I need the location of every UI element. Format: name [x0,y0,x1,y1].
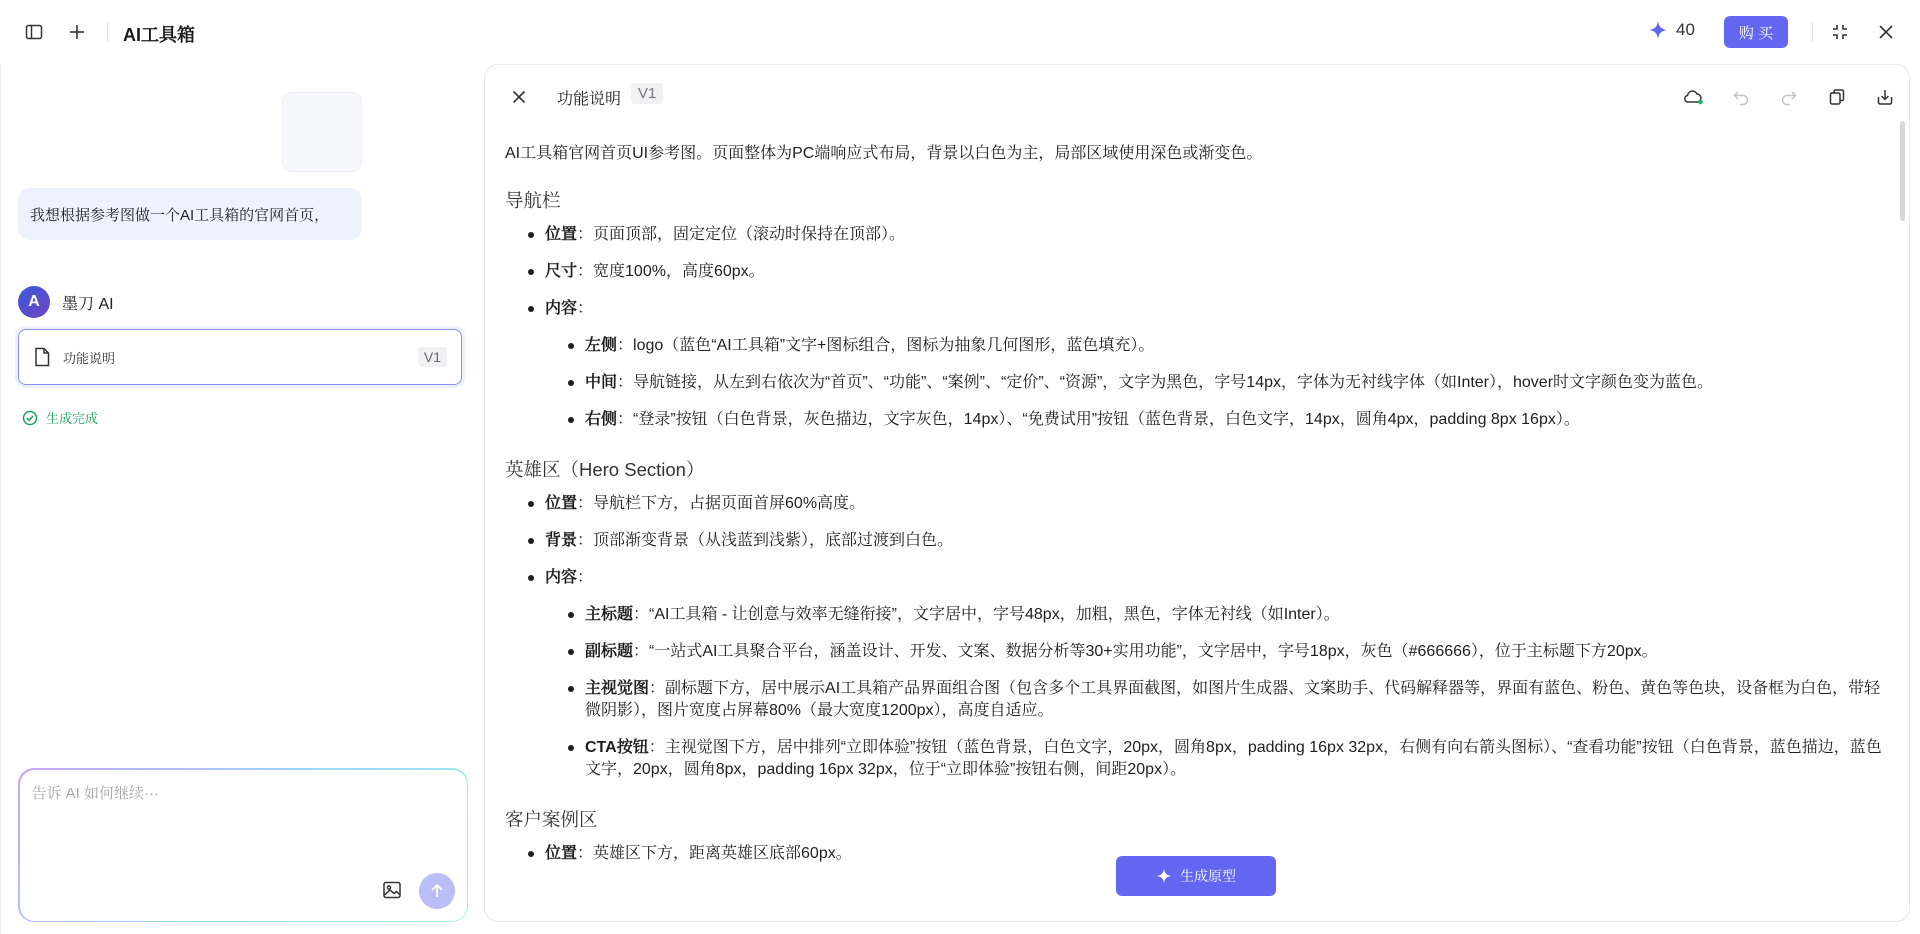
sparkle-icon [1648,20,1668,40]
status-text: 生成完成 [46,411,99,426]
document-title: 功能说明 [557,91,622,108]
list-item-label: 中间 [585,374,618,391]
arrow-up-icon [429,883,445,899]
list-item-label: 左侧 [585,337,618,354]
app-title: AI工具箱 [123,25,195,45]
sub-list-item [505,737,1895,781]
list-item [505,493,1895,515]
list-item-label: 背景 [545,532,578,549]
send-button[interactable] [419,873,455,909]
list-item-text: ：主视觉图下方，居中排列“立即体验”按钮（蓝色背景，白色文字，20px，圆角8px，padding 16px 32px，右侧有向右箭头图标）、“查看功能”按钮（白色背景，蓝色描边，蓝色文字，20px，圆角8px，padding 16px 32px，位于“立即体验”按钮右侧，间距20px）。 [585,739,1882,778]
document-card-label: 功能说明 [63,350,116,366]
list-item [505,224,1895,246]
list-item-label: CTA按钮 [585,739,649,756]
document-scrollbar[interactable] [1900,121,1905,221]
prompt-input[interactable] [32,782,452,862]
close-panel-icon[interactable] [505,83,533,111]
document-card[interactable] [18,329,462,385]
ai-avatar: A [18,286,50,318]
credits-indicator[interactable] [1648,20,1695,40]
list-item [505,530,1895,552]
generate-prototype-label: 生成原型 [1180,868,1236,884]
list-item [505,567,1895,589]
file-icon [33,347,51,367]
toolbar-divider-right [1812,22,1813,42]
chat-panel [0,64,480,934]
close-icon[interactable] [1872,18,1900,46]
collapse-icon[interactable] [1826,18,1854,46]
top-bar [0,0,1920,64]
list-item-text: ：宽度100%，高度60px。 [577,263,765,280]
list-item-text: ：英雄区下方，距离英雄区底部60px。 [577,845,852,862]
list-item-text: ：“登录”按钮（白色背景，灰色描边，文字灰色，14px）、“免费试用”按钮（蓝色背景，白色文字，14px，圆角4px，padding 8px 16px）。 [617,411,1580,428]
plus-icon[interactable] [63,18,91,46]
sparkle-icon [1156,868,1172,884]
copy-icon[interactable] [1823,83,1851,111]
sub-list-item [505,641,1895,663]
sub-list-item [505,335,1895,357]
list-item-text: ：页面顶部，固定定位（滚动时保持在顶部）。 [577,226,906,243]
generate-prototype-button[interactable] [1116,856,1276,896]
user-message: 我想根据参考图做一个AI工具箱的官网首页， [18,188,362,240]
image-icon[interactable] [378,876,406,904]
reference-image-thumbnail[interactable] [282,92,362,172]
document-version: V1 [631,83,663,104]
list-item-label: 位置 [545,226,578,243]
download-icon[interactable] [1871,83,1899,111]
list-item-label: 主标题 [585,606,634,623]
cloud-icon[interactable] [1679,83,1707,111]
ai-header [18,286,114,318]
list-item-label: 内容 [545,300,578,317]
list-item-label: 尺寸 [545,263,578,280]
composer [18,768,468,922]
list-item-label: 位置 [545,495,578,512]
list-item-label: 副标题 [585,643,634,660]
list-item-label: 内容 [545,569,578,586]
undo-icon[interactable] [1727,83,1755,111]
section-title: 英雄区（Hero Section） [505,459,705,480]
document-body [505,139,1895,880]
list-item-text: ：导航链接，从左到右依次为“首页”、“功能”、“案例”、“定价”、“资源”，文字为黑色，字号14px，字体为无衬线字体（如Inter），hover时文字颜色变为蓝色。 [617,374,1714,391]
section-title: 客户案例区 [505,809,598,830]
sub-list-item [505,678,1895,722]
generation-status [22,408,98,427]
check-circle-icon [22,410,38,426]
section-title: 导航栏 [505,190,561,211]
document-panel [484,64,1910,922]
list-item [505,261,1895,283]
list-item-label: 主视觉图 [585,680,650,697]
list-item-text: ：导航栏下方，占据页面首屏60%高度。 [577,495,866,512]
document-intro: AI工具箱官网首页UI参考图。页面整体为PC端响应式布局，背景以白色为主，局部区域使用深色或渐变色。 [505,145,1263,162]
list-item-text: ：“一站式AI工具聚合平台，涵盖设计、开发、文案、数据分析等30+实用功能”，文字居中，字号18px，灰色（#666666），位于主标题下方20px。 [633,643,1658,660]
list-item-text: ： [577,300,594,317]
redo-icon[interactable] [1775,83,1803,111]
list-item-text: ：“AI工具箱 - 让创意与效率无缝衔接”，文字居中，字号48px，加粗，黑色，字体无衬线（如Inter）。 [633,606,1340,623]
toolbar-divider [107,22,108,42]
ai-name: 墨刀 AI [62,295,114,313]
document-header [485,65,1909,125]
sub-list-item [505,372,1895,394]
list-item-text: ：logo（蓝色“AI工具箱”文字+图标组合，图标为抽象几何图形，蓝色填充）。 [617,337,1155,354]
sidebar-toggle-icon[interactable] [20,18,48,46]
document-card-version: V1 [418,347,447,367]
list-item-text: ：副标题下方，居中展示AI工具箱产品界面组合图（包含多个工具界面截图，如图片生成器、文案助手、代码解释器等，界面有蓝色、粉色、黄色等色块，设备框为白色，带轻微阴影），图片宽度占屏幕80%（最大宽度1200px），高度自适应。 [585,680,1881,719]
list-item-text: ： [577,569,594,586]
list-item-label: 右侧 [585,411,618,428]
list-item [505,298,1895,320]
credits-count: 40 [1676,20,1695,39]
buy-button[interactable]: 购 买 [1724,16,1788,48]
list-item-label: 位置 [545,845,578,862]
list-item-text: ：顶部渐变背景（从浅蓝到浅紫），底部过渡到白色。 [577,532,954,549]
sub-list-item [505,409,1895,431]
sub-list-item [505,604,1895,626]
